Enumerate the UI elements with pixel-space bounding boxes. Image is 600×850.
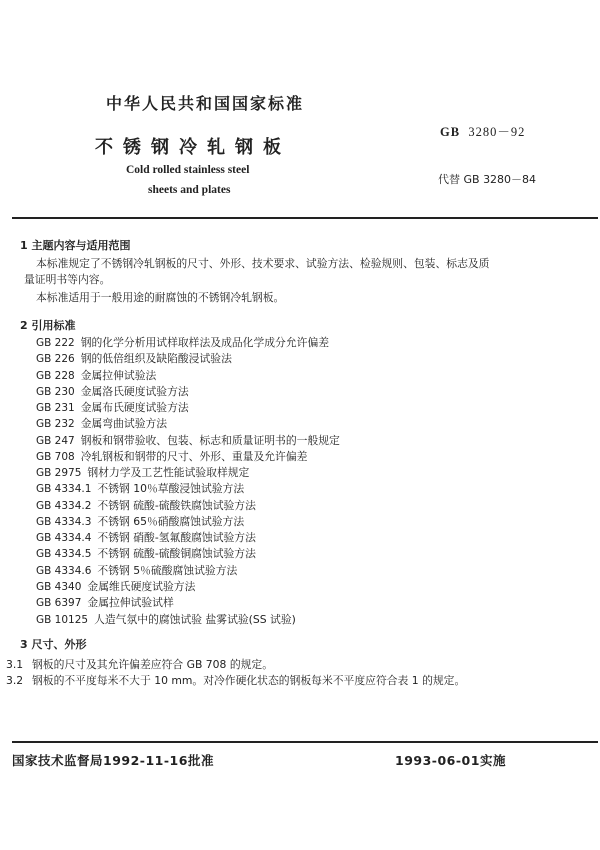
clause-text: 钢板的尺寸及其允许偏差应符合 GB 708 的规定。: [32, 658, 274, 671]
reference-code: GB 6397: [36, 597, 82, 610]
header-divider: [12, 217, 598, 219]
standard-prefix: GB: [440, 125, 461, 139]
reference-code: GB 4334.3: [36, 515, 92, 528]
section1-heading: 1 主题内容与适用范围: [20, 239, 131, 252]
reference-code: GB 4334.1: [36, 483, 92, 496]
english-title-line2: sheets and plates: [148, 184, 231, 196]
reference-code: GB 2975: [36, 467, 82, 480]
standard-number: [440, 122, 525, 140]
approval-date: 国家技术监督局1992-11-16批准: [12, 753, 214, 768]
reference-item: [36, 612, 556, 628]
reference-code: GB 232: [36, 418, 75, 431]
clause-number: 3.1: [6, 658, 24, 671]
reference-code: GB 4340: [36, 580, 82, 593]
reference-title: 冷轧钢板和钢带的尺寸、外形、重量及允许偏差: [80, 449, 308, 463]
reference-item: [36, 595, 556, 611]
clause-number: 3.2: [6, 674, 24, 687]
reference-title: 钢的化学分析用试样取样法及成品化学成分允许偏差: [80, 336, 330, 349]
reference-item: [36, 579, 556, 595]
english-title-line1: Cold rolled stainless steel: [126, 164, 250, 176]
section1-paragraph1: 本标准规定了不锈钢冷轧钢板的尺寸、外形、技术要求、试验方法、检验规则、包装、标志及质量证明书等内容。: [24, 257, 490, 286]
standard-code: 3280－92: [468, 125, 526, 139]
reference-title: 金属拉伸试验法: [80, 368, 157, 382]
reference-code: GB 4334.5: [36, 548, 92, 561]
reference-code: GB 222: [36, 337, 75, 349]
reference-code: GB 226: [36, 353, 75, 366]
reference-code: GB 4334.6: [36, 564, 92, 577]
reference-title: 金属布氏硬度试验方法: [80, 401, 189, 415]
reference-item: [36, 384, 556, 400]
reference-title: 金属维氏硬度试验方法: [87, 579, 196, 593]
reference-code: GB 4334.2: [36, 499, 92, 512]
reference-title: 不锈钢 5％硫酸腐蚀试验方法: [97, 563, 238, 577]
reference-title: 金属弯曲试验方法: [80, 417, 168, 431]
reference-list: [36, 335, 556, 628]
replaces-standard: 代替 GB 3280－84: [438, 173, 537, 186]
reference-title: 人造气氛中的腐蚀试验 盐雾试验(SS 试验): [94, 612, 296, 626]
reference-item: [36, 400, 556, 416]
reference-code: GB 708: [36, 450, 75, 463]
reference-item: [36, 335, 556, 351]
reference-item: [36, 481, 556, 497]
reference-item: [36, 514, 556, 530]
reference-title: 不锈钢 65％硝酸腐蚀试验方法: [97, 514, 245, 528]
reference-title: 金属洛氏硬度试验方法: [80, 384, 189, 398]
section2-heading: 2 引用标准: [20, 319, 76, 332]
reference-code: GB 247: [36, 434, 75, 447]
reference-title: 钢的低倍组织及缺陷酸浸试验法: [80, 352, 232, 366]
reference-title: 不锈钢 10％草酸浸蚀试验方法: [97, 482, 245, 496]
reference-code: GB 228: [36, 369, 75, 382]
section1-paragraph2: 本标准适用于一般用途的耐腐蚀的不锈钢冷轧钢板。: [36, 291, 285, 304]
reference-item: [36, 546, 556, 562]
reference-title: 金属拉伸试验试样: [87, 596, 174, 610]
reference-item: [36, 351, 556, 367]
reference-item: [36, 449, 556, 465]
reference-title: 不锈钢 硫酸-硫酸铜腐蚀试验方法: [97, 547, 256, 561]
reference-item: [36, 563, 556, 579]
reference-item: [36, 416, 556, 432]
reference-item: [36, 465, 556, 481]
section3-heading: 3 尺寸、外形: [20, 638, 87, 651]
document-title: 不锈钢冷轧钢板: [95, 137, 291, 158]
clause-3-2: [6, 673, 465, 689]
reference-code: GB 10125: [36, 613, 89, 626]
reference-item: [36, 368, 556, 384]
reference-code: GB 4334.4: [36, 532, 92, 545]
effective-date: 1993-06-01实施: [395, 753, 506, 768]
reference-title: 钢材力学及工艺性能试验取样规定: [87, 466, 250, 480]
clause-3-1: [6, 657, 273, 673]
national-standard-title: 中华人民共和国国家标准: [106, 94, 305, 113]
reference-title: 不锈钢 硫酸-硫酸铁腐蚀试验方法: [97, 498, 256, 512]
reference-code: GB 231: [36, 402, 75, 415]
reference-item: [36, 498, 556, 514]
reference-item: [36, 433, 556, 449]
reference-title: 不锈钢 硝酸-氢氟酸腐蚀试验方法: [97, 531, 256, 545]
footer-divider: [12, 741, 598, 743]
clause-text: 钢板的不平度每米不大于 10 mm。对冷作硬化状态的钢板每米不平度应符合表 1 的规定。: [32, 674, 466, 687]
reference-code: GB 230: [36, 385, 75, 398]
reference-item: [36, 530, 556, 546]
reference-title: 钢板和钢带验收、包装、标志和质量证明书的一般规定: [80, 433, 340, 447]
